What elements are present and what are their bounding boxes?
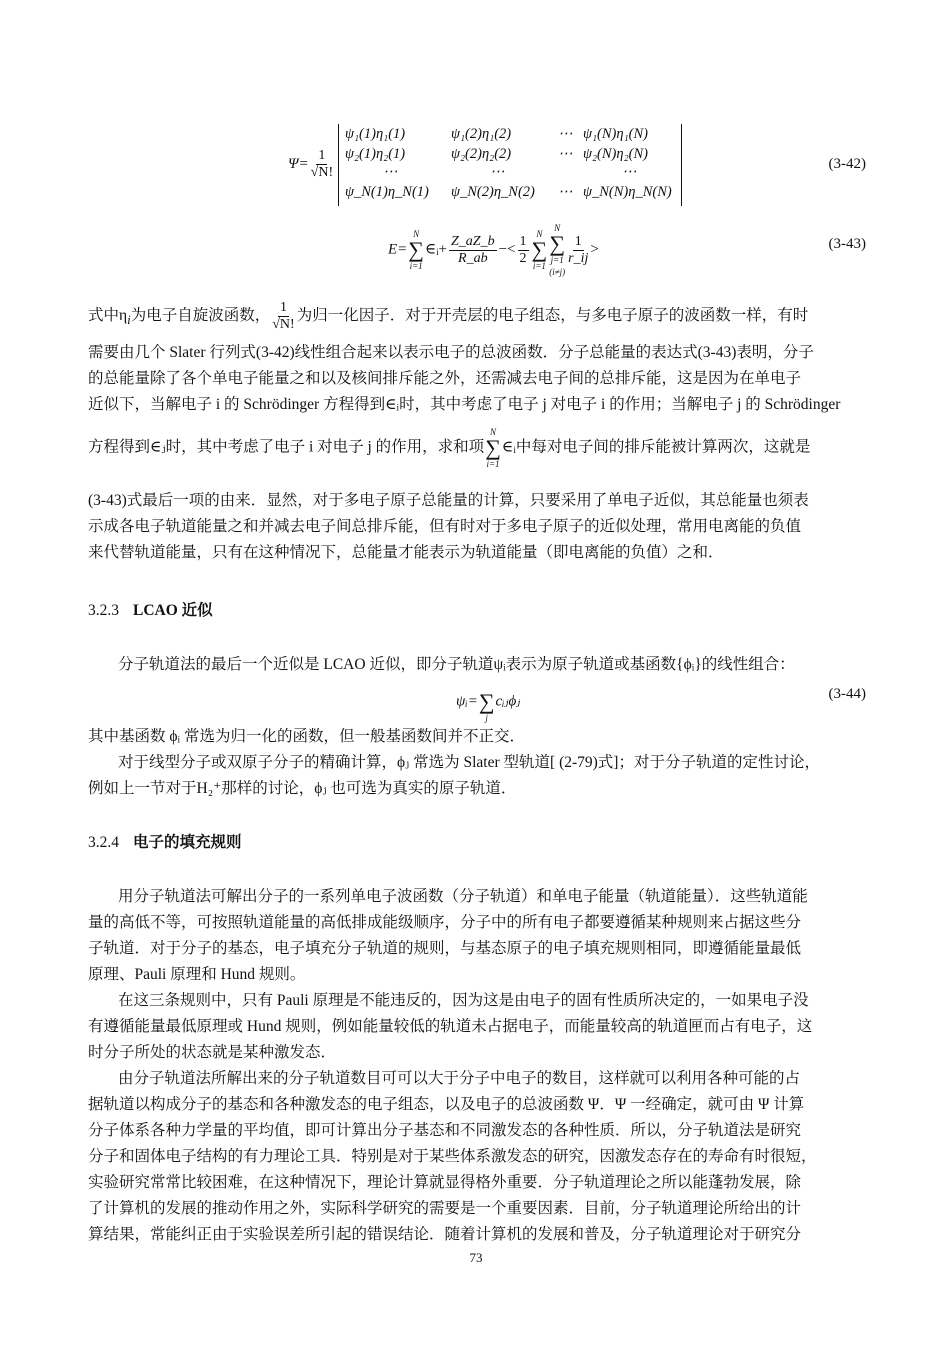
para5-line1: 在这三条规则中，只有 Pauli 原理是不能违反的，因为这是由电子的固有性质所决定的，一如果电子没 [118,992,809,1009]
sum-symbol: N ∑ i=1 [485,427,501,469]
section-heading-3-2-4: 3.2.4 电子的填充规则 [88,834,242,851]
section-heading-3-2-3: 3.2.3 LCAO 近似 [88,602,213,619]
para1-line7: 示成各电子轨道能量之和并减去电子间总排斥能，但有时对于多电子原子的近似处理，常用电离能的负值 [88,518,802,535]
para6-line5: 实验研究常常比较困难，在这种情况下，理论计算就显得格外重要．分子轨道理论之所以能蓬勃发展，除 [88,1174,802,1191]
sum-symbol: ∑ j [478,689,495,723]
eq342-number: (3-42) [828,156,866,172]
para1-line2: 需要由几个 Slater 行列式(3-42)线性组合起来以表示电子的总波函数．分子总能量的表达式(3-43)表明，分子 [88,344,814,361]
para6-line1: 由分子轨道法所解出来的分子轨道数目可可以大于分子中电子的数目，这样就可以利用各种可能的占 [118,1070,801,1087]
equation-3-42 [288,148,335,181]
sum-symbol: N ∑ j=1 (i≠j) [549,223,566,277]
para1-line4: 近似下，当解电子 i 的 Schrödinger 方程得到∈ᵢ时，其中考虑了电子 j 对电子 i 的作用；当解电子 j 的 Schrödinger [88,396,841,413]
para6-line7: 算结果，常能纠正由于实验误差所引起的错误结论．随着计算机的发展和普及，分子轨道理论对于研究分 [88,1226,802,1243]
para3-line2: 对于线型分子或双原子分子的精确计算，ϕⱼ 常选为 Slater 型轨道[ (2-79)式]；对于分子轨道的定性讨论， [118,754,820,771]
eq344-number: (3-44) [828,686,866,702]
equation-3-43: E= N ∑ i=1 ∈ᵢ+ $\frac{Z\_aZ\_b}{R\_ab}$ −< $\frac{1}{2}$ N ∑ i=1 N ∑ j=1 (i≠j) $\frac{1}{r\_ij}$ > [388,223,599,277]
para6-line3: 分子体系各种力学量的平均值，即可计算出分子基态和不同激发态的各种性质．所以，分子轨道法是研究 [88,1122,802,1139]
para5-line2: 有遵循能量最低原理或 Hund 规则，例如能量较低的轨道未占据电子，而能量较高的轨道匣而占有电子，这 [88,1018,813,1035]
para4-line3: 子轨道．对于分子的基态，电子填充分子轨道的规则，与基态原子的电子填充规则相同，即遵循能量最低 [88,940,802,957]
para3-line1: 其中基函数 ϕᵢ 常选为归一化的函数，但一般基函数间并不正交． [88,728,525,745]
para4-line2: 量的高低不等，可按照轨道能量的高低排成能级顺序，分子中的所有电子都要遵循某种规则来占据这些分 [88,914,802,931]
para1-line3: 的总能量除了各个单电子能量之和以及核间排斥能之外，还需减去电子间的总排斥能，这是因为在单电子 [88,370,802,387]
para1-line1: 式中$\eta_i$为电子自旋波函数， $\frac{1}{√N!}$ 为归一化因子．对于开壳层的电子组态，与多电子原子的波函数一样，有时 [88,300,809,332]
slater-determinant: ψ₁(1)η₁(1) ψ₁(2)η₁(2) ⋯ ψ₁(N)η₁(N) ψ₂(1)η₂(1) ψ₂(2)η₂(2) ⋯ ψ₂(N)η₂(N) ⋯ ⋯ ⋯ ψ_N(1)η_N(1) ψ_N(2)η_N(2) ⋯ ψ_N(N)η_N(N) [338,124,682,206]
equation-3-44: ψᵢ= ∑ j cᵢⱼϕⱼ [456,680,520,724]
para1-line8: 来代替轨道能量，只有在这种情况下，总能量才能表示为轨道能量（即电离能的负值）之和． [88,544,724,561]
eq342-frac: $\frac{1}{√N!}$ [310,148,334,180]
sum-symbol: N ∑ i=1 [408,229,424,271]
sum-symbol: N ∑ i=1 [531,229,548,271]
para4-line1: 用分子轨道法可解出分子的一系列单电子波函数（分子轨道）和单电子能量（轨道能量）．这些轨道能 [118,888,808,905]
para3-line3: 例如上一节对于H₂⁺那样的讨论，ϕⱼ 也可选为真实的原子轨道． [88,780,517,797]
para5-line3: 时分子所处的状态就是某种激发态． [88,1044,337,1061]
eq343-number: (3-43) [828,236,866,252]
para6-line2: 据轨道以构成分子的基态和各种激发态的电子组态，以及电子的总波函数 Ψ．Ψ 一经确定，就可由 Ψ 计算 [88,1096,805,1113]
para1-line5: 方程得到∈ⱼ时，其中考虑了电子 i 对电子 j 的作用，求和项 N ∑ i=1 ∈ᵢ中每对电子间的排斥能被计算两次，这就是 [88,427,811,469]
para2: 分子轨道法的最后一个近似是 LCAO 近似，即分子轨道ψᵢ表示为原子轨道或基函数{ϕᵢ}的线性组合： [118,656,795,673]
para6-line4: 分子和固体电子结构的有力理论工具．特别是对于某些体系激发态的研究，因激发态存在的寿命有时很短， [88,1148,817,1165]
para4-line4: 原理、Pauli 原理和 Hund 规则。 [88,966,306,983]
eq342-lhs: Ψ= [288,155,309,172]
para6-line6: 了计算机的发展的推动作用之外，实际科学研究的需要是一个重要因素．目前，分子轨道理论所给出的计 [88,1200,802,1217]
para1-line6: (3-43)式最后一项的由来．显然，对于多电子原子总能量的计算，只要采用了单电子近似，其总能量也须表 [88,492,809,509]
page-number: 73 [469,1250,483,1265]
